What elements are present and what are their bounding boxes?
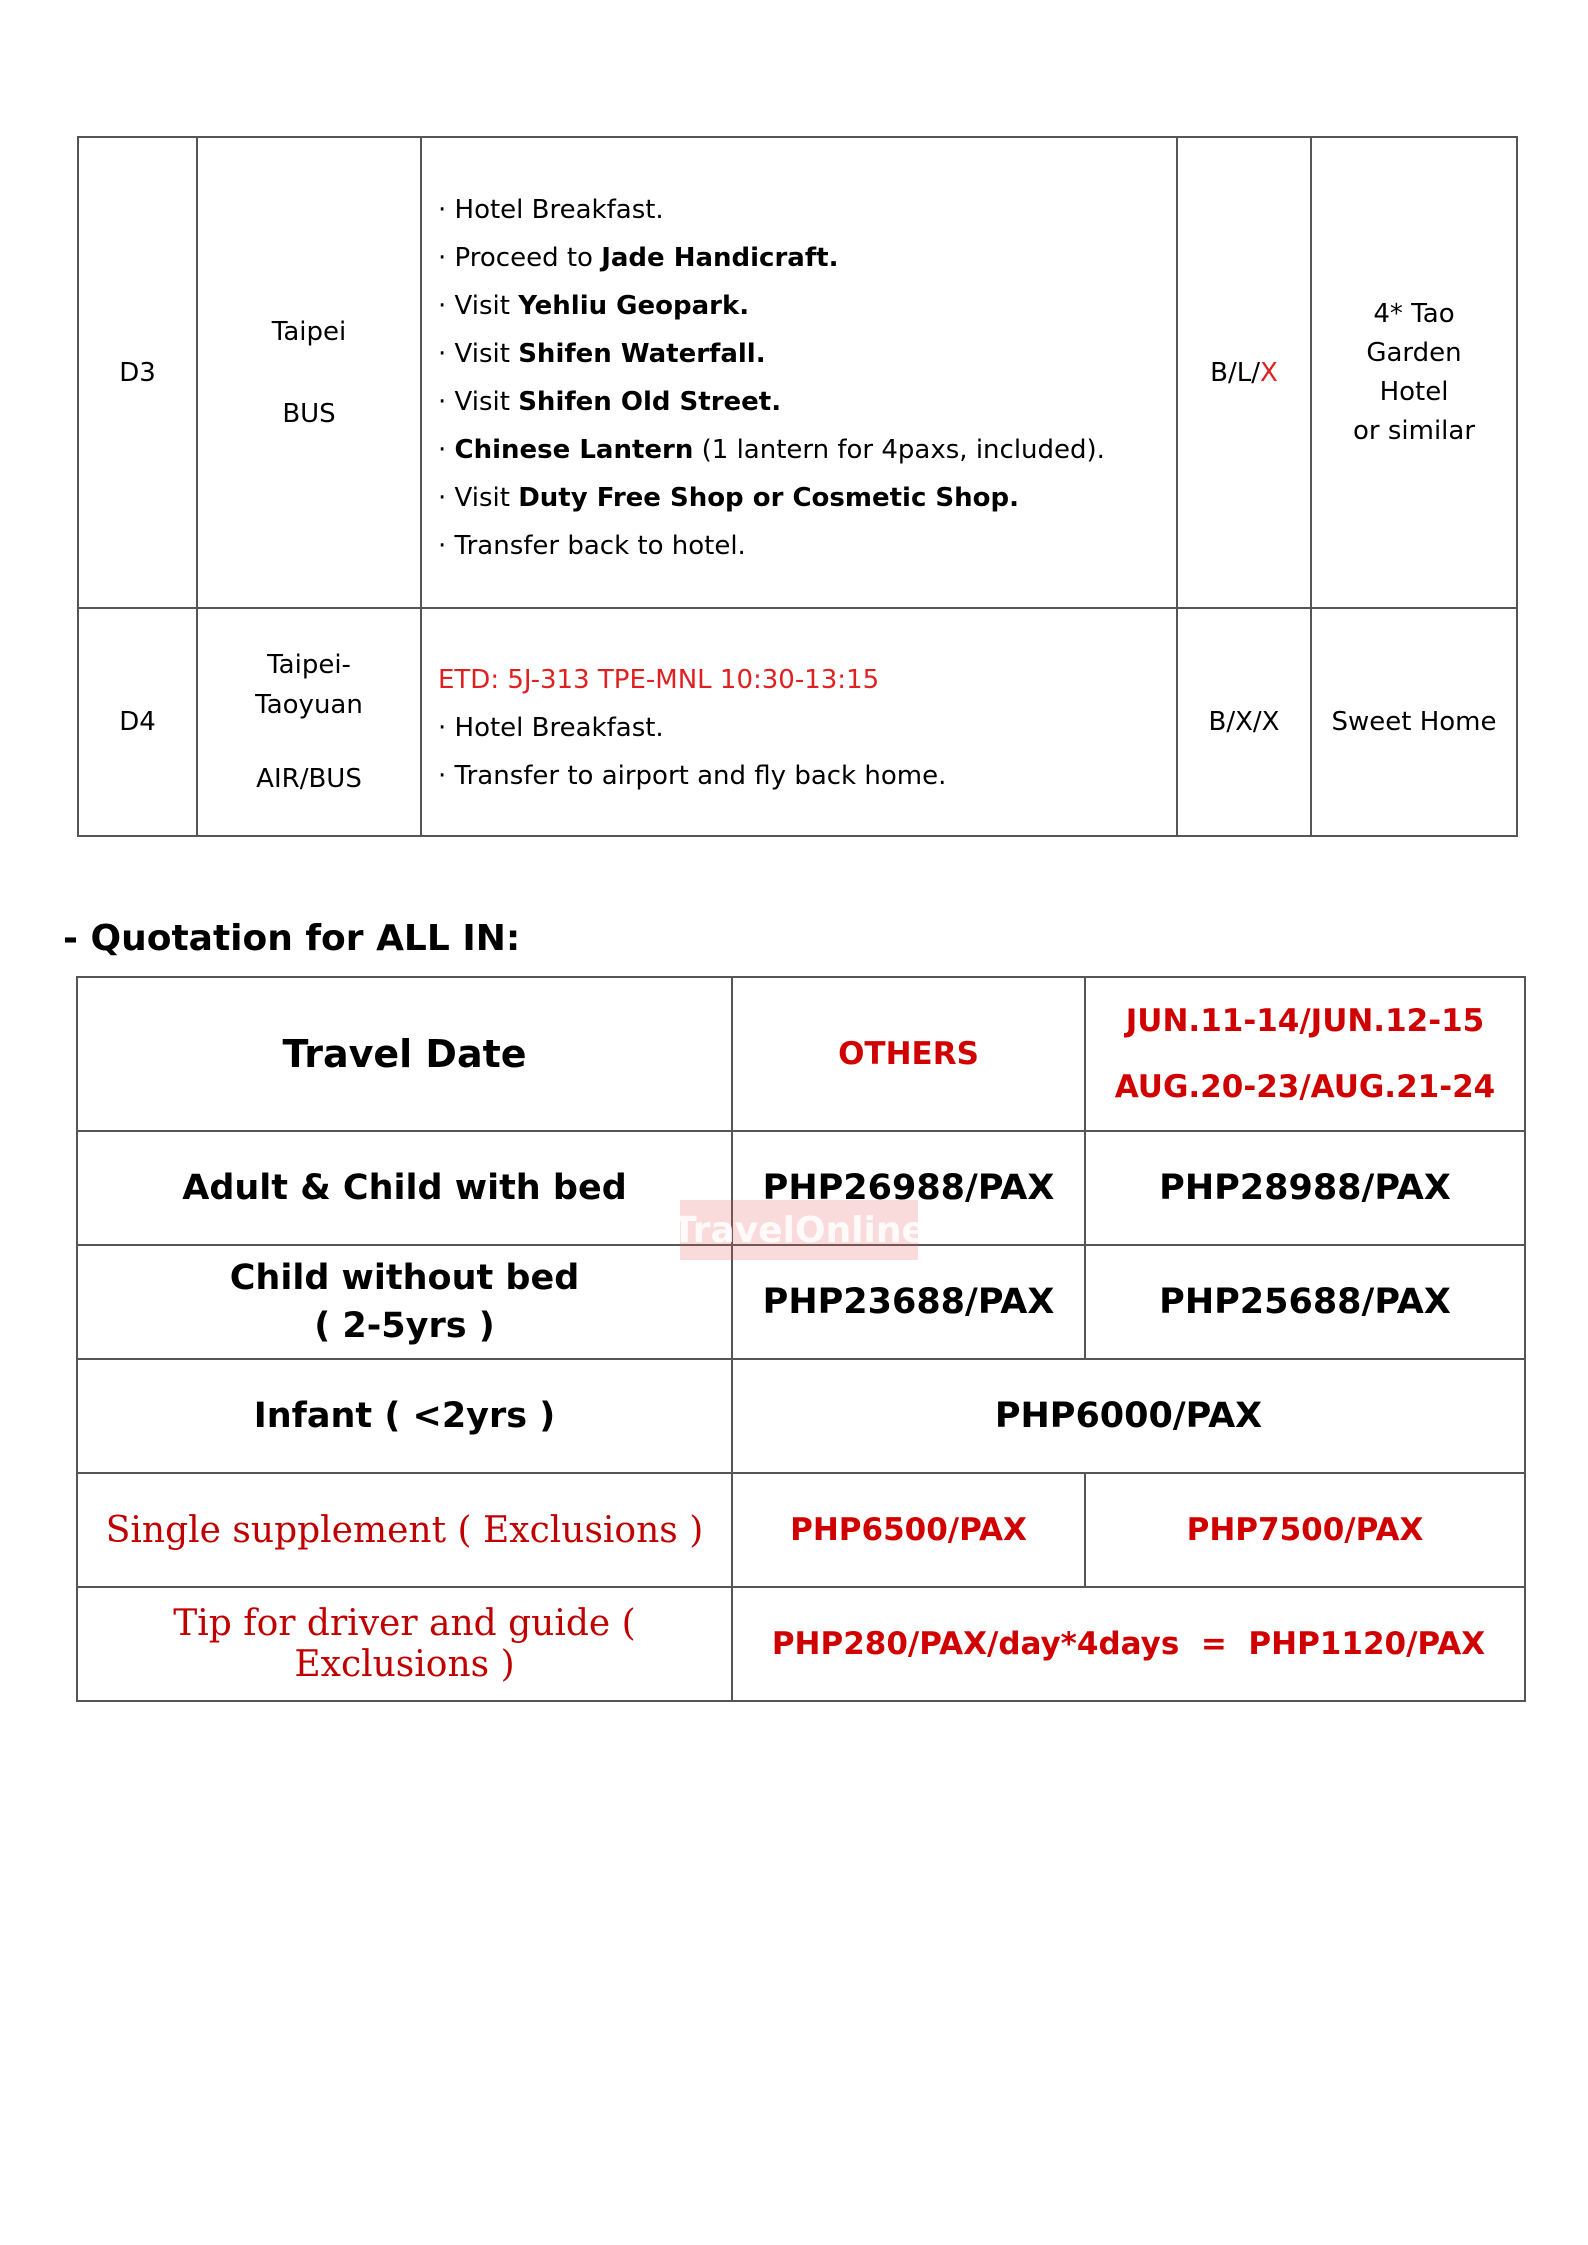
city-text: Taoyuan bbox=[255, 690, 363, 720]
price-cell bbox=[1086, 1132, 1524, 1244]
price-text: PHP26988/PAX bbox=[762, 1168, 1055, 1208]
row-label-text: Single supplement ( Exclusions ) bbox=[105, 1509, 704, 1551]
city-label bbox=[198, 310, 420, 354]
transport-label bbox=[198, 757, 420, 801]
transport-label bbox=[198, 392, 420, 436]
header-label: Travel Date bbox=[282, 1032, 527, 1076]
price-cell bbox=[733, 1474, 1084, 1586]
row-label-text: Infant ( <2yrs ) bbox=[253, 1396, 556, 1436]
meals-text: B/X/X bbox=[1208, 707, 1280, 737]
hotel-line: or similar bbox=[1352, 415, 1476, 446]
header-label: AUG.20-23/AUG.21-24 bbox=[1114, 1069, 1496, 1105]
price-cell bbox=[733, 1360, 1524, 1472]
price-text: PHP28988/PAX bbox=[1159, 1168, 1451, 1208]
price-text: PHP7500/PAX bbox=[1186, 1512, 1424, 1548]
price-cell bbox=[1086, 1246, 1524, 1358]
row-label bbox=[78, 1588, 731, 1700]
activity-item: · Transfer to airport and fly back home. bbox=[438, 761, 947, 791]
peak-dates-header bbox=[1086, 978, 1524, 1130]
quotation-heading: - Quotation for ALL IN: bbox=[63, 918, 521, 959]
price-text: PHP23688/PAX bbox=[762, 1282, 1055, 1322]
transport-text: AIR/BUS bbox=[256, 764, 362, 794]
table-border bbox=[1524, 976, 1526, 1702]
price-cell bbox=[733, 1588, 1524, 1700]
row-label-text: ( 2-5yrs ) bbox=[314, 1306, 495, 1346]
travel-date-header bbox=[78, 978, 731, 1130]
price-text: PHP6500/PAX bbox=[790, 1512, 1027, 1548]
city-text: Taipei- bbox=[267, 650, 351, 680]
price-text: PHP6000/PAX bbox=[994, 1396, 1263, 1436]
city-text: Taipei bbox=[271, 317, 347, 347]
activity-item: · Visit Duty Free Shop or Cosmetic Shop. bbox=[438, 483, 1019, 513]
table-border bbox=[196, 136, 198, 837]
day-cell bbox=[79, 138, 196, 607]
meals-cell bbox=[1178, 138, 1310, 607]
day-label: D4 bbox=[119, 707, 156, 737]
day-label: D3 bbox=[119, 357, 156, 388]
city-label bbox=[198, 685, 420, 725]
table-border bbox=[420, 136, 422, 837]
hotel-line: 4* Tao bbox=[1373, 298, 1455, 329]
price-cell bbox=[733, 1246, 1084, 1358]
activity-item: · Visit Shifen Waterfall. bbox=[438, 339, 766, 369]
row-label-text: Adult & Child with bed bbox=[182, 1168, 627, 1208]
activity-item: · Hotel Breakfast. bbox=[438, 713, 664, 743]
activity-item: · Proceed to Jade Handicraft. bbox=[438, 243, 839, 273]
row-label-text: Child without bed bbox=[229, 1258, 580, 1298]
row-label bbox=[78, 1132, 731, 1244]
hotel-line: Garden bbox=[1366, 337, 1462, 368]
activity-item: · Chinese Lantern (1 lantern for 4paxs, included). bbox=[438, 435, 1105, 465]
city-label bbox=[198, 645, 420, 685]
activity-item: · Transfer back to hotel. bbox=[438, 531, 746, 561]
row-label bbox=[78, 1360, 731, 1472]
activity-item: · Hotel Breakfast. bbox=[438, 195, 664, 225]
activity-item: · Visit Yehliu Geopark. bbox=[438, 291, 750, 321]
hotel-cell bbox=[1312, 138, 1516, 607]
meals-cell bbox=[1178, 609, 1310, 835]
header-label: OTHERS bbox=[838, 1036, 979, 1072]
meals-text: B/L/X bbox=[1210, 357, 1278, 388]
activity-item: · Visit Shifen Old Street. bbox=[438, 387, 782, 417]
row-label bbox=[78, 1246, 731, 1358]
transport-text: BUS bbox=[282, 399, 336, 429]
flight-info: ETD: 5J-313 TPE-MNL 10:30-13:15 bbox=[438, 665, 880, 695]
header-label: JUN.11-14/JUN.12-15 bbox=[1125, 1003, 1485, 1039]
hotel-line: Hotel bbox=[1379, 376, 1449, 407]
table-border bbox=[77, 835, 1518, 837]
price-text: PHP280/PAX/day*4days = PHP1120/PAX bbox=[771, 1626, 1486, 1662]
table-border bbox=[76, 1700, 1526, 1702]
price-cell bbox=[1086, 1474, 1524, 1586]
row-label bbox=[78, 1474, 731, 1586]
table-border bbox=[1516, 136, 1518, 837]
watermark-text: TravelOnline bbox=[672, 1209, 926, 1251]
day-cell bbox=[79, 609, 196, 835]
row-label-text: Tip for driver and guide ( Exclusions ) bbox=[173, 1603, 636, 1685]
hotel-line: Sweet Home bbox=[1331, 707, 1497, 737]
price-text: PHP25688/PAX bbox=[1159, 1282, 1451, 1322]
others-header bbox=[733, 978, 1084, 1130]
travelonline-watermark bbox=[672, 1200, 926, 1260]
hotel-cell bbox=[1312, 609, 1516, 835]
